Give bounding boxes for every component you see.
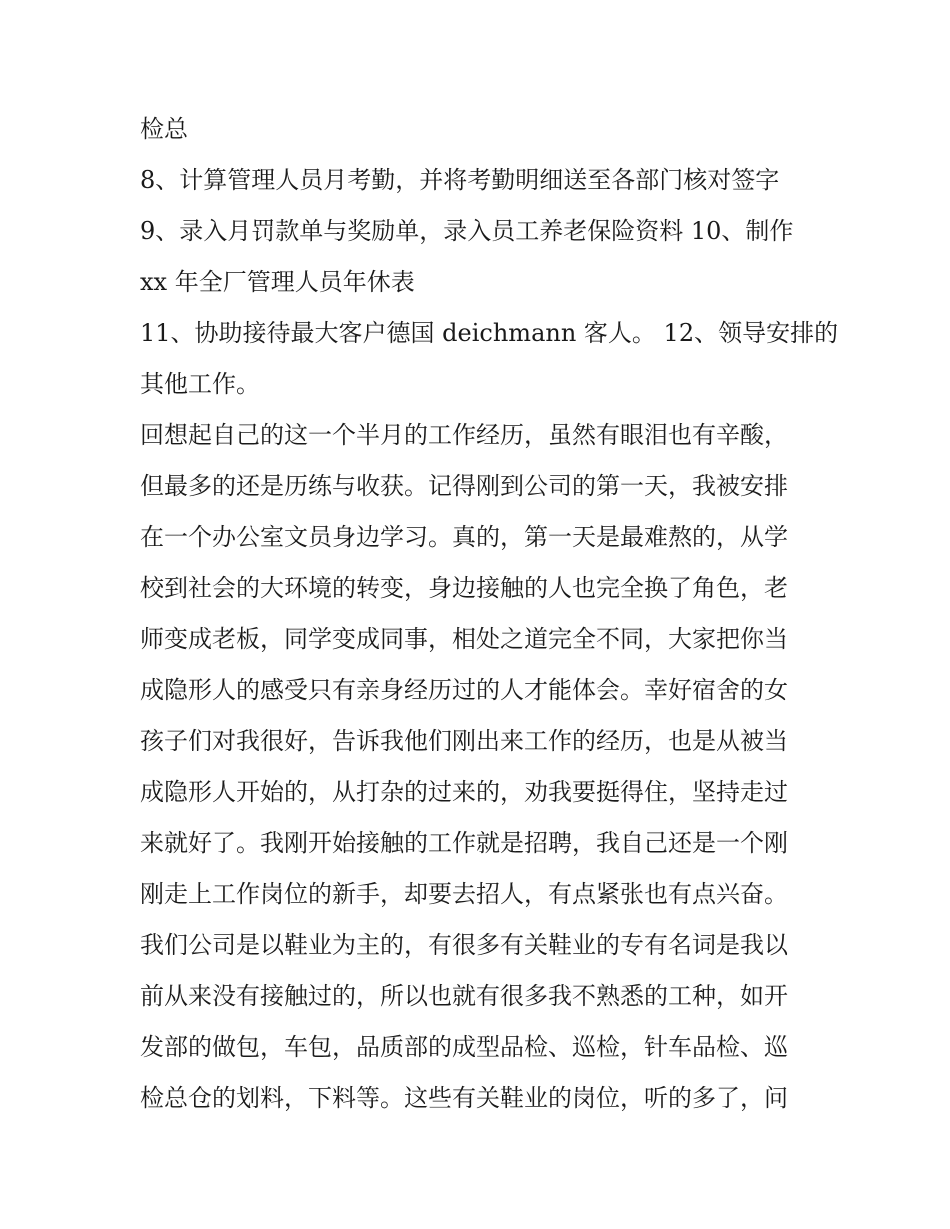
text-line: 8、计算管理人员月考勤，并将考勤明细送至各部门核对签字 [140,166,780,194]
text-line: 成隐形人的感受只有亲身经历过的人才能体会。幸好宿舍的女 [140,676,788,704]
text-line: 在一个办公室文员身边学习。真的，第一天是最难熬的，从学 [140,523,788,551]
text-line: 回想起自己的这一个半月的工作经历，虽然有眼泪也有辛酸， [140,421,788,449]
text-line: 来就好了。我刚开始接触的工作就是招聘，我自己还是一个刚 [140,829,788,857]
text-line: 但最多的还是历练与收获。记得刚到公司的第一天，我被安排 [140,472,788,500]
text-line: 孩子们对我很好，告诉我他们刚出来工作的经历，也是从被当 [140,727,788,755]
text-line: 检总仓的划料，下料等。这些有关鞋业的岗位，听的多了，问 [140,1084,788,1112]
text-line: 刚走上工作岗位的新手，却要去招人，有点紧张也有点兴奋。 [140,880,788,908]
text-line: 校到社会的大环境的转变，身边接触的人也完全换了角色，老 [140,574,788,602]
document-body [140,104,839,1124]
text-line: 9、录入月罚款单与奖励单，录入员工养老保险资料 10、制作 [140,217,794,245]
text-line: xx 年全厂管理人员年休表 [140,268,415,296]
text-line: 检总 [140,115,188,143]
text-line: 其他工作。 [140,370,260,398]
text-line: 我们公司是以鞋业为主的，有很多有关鞋业的专有名词是我以 [140,931,788,959]
text-line: 11、协助接待最大客户德国 deichmann 客人。 12、领导安排的 [140,319,839,347]
text-line: 成隐形人开始的，从打杂的过来的，劝我要挺得住，坚持走过 [140,778,788,806]
text-line: 师变成老板，同学变成同事，相处之道完全不同，大家把你当 [140,625,788,653]
text-line: 发部的做包，车包，品质部的成型品检、巡检，针车品检、巡 [140,1033,788,1061]
text-line: 前从来没有接触过的，所以也就有很多我不熟悉的工种，如开 [140,982,788,1010]
